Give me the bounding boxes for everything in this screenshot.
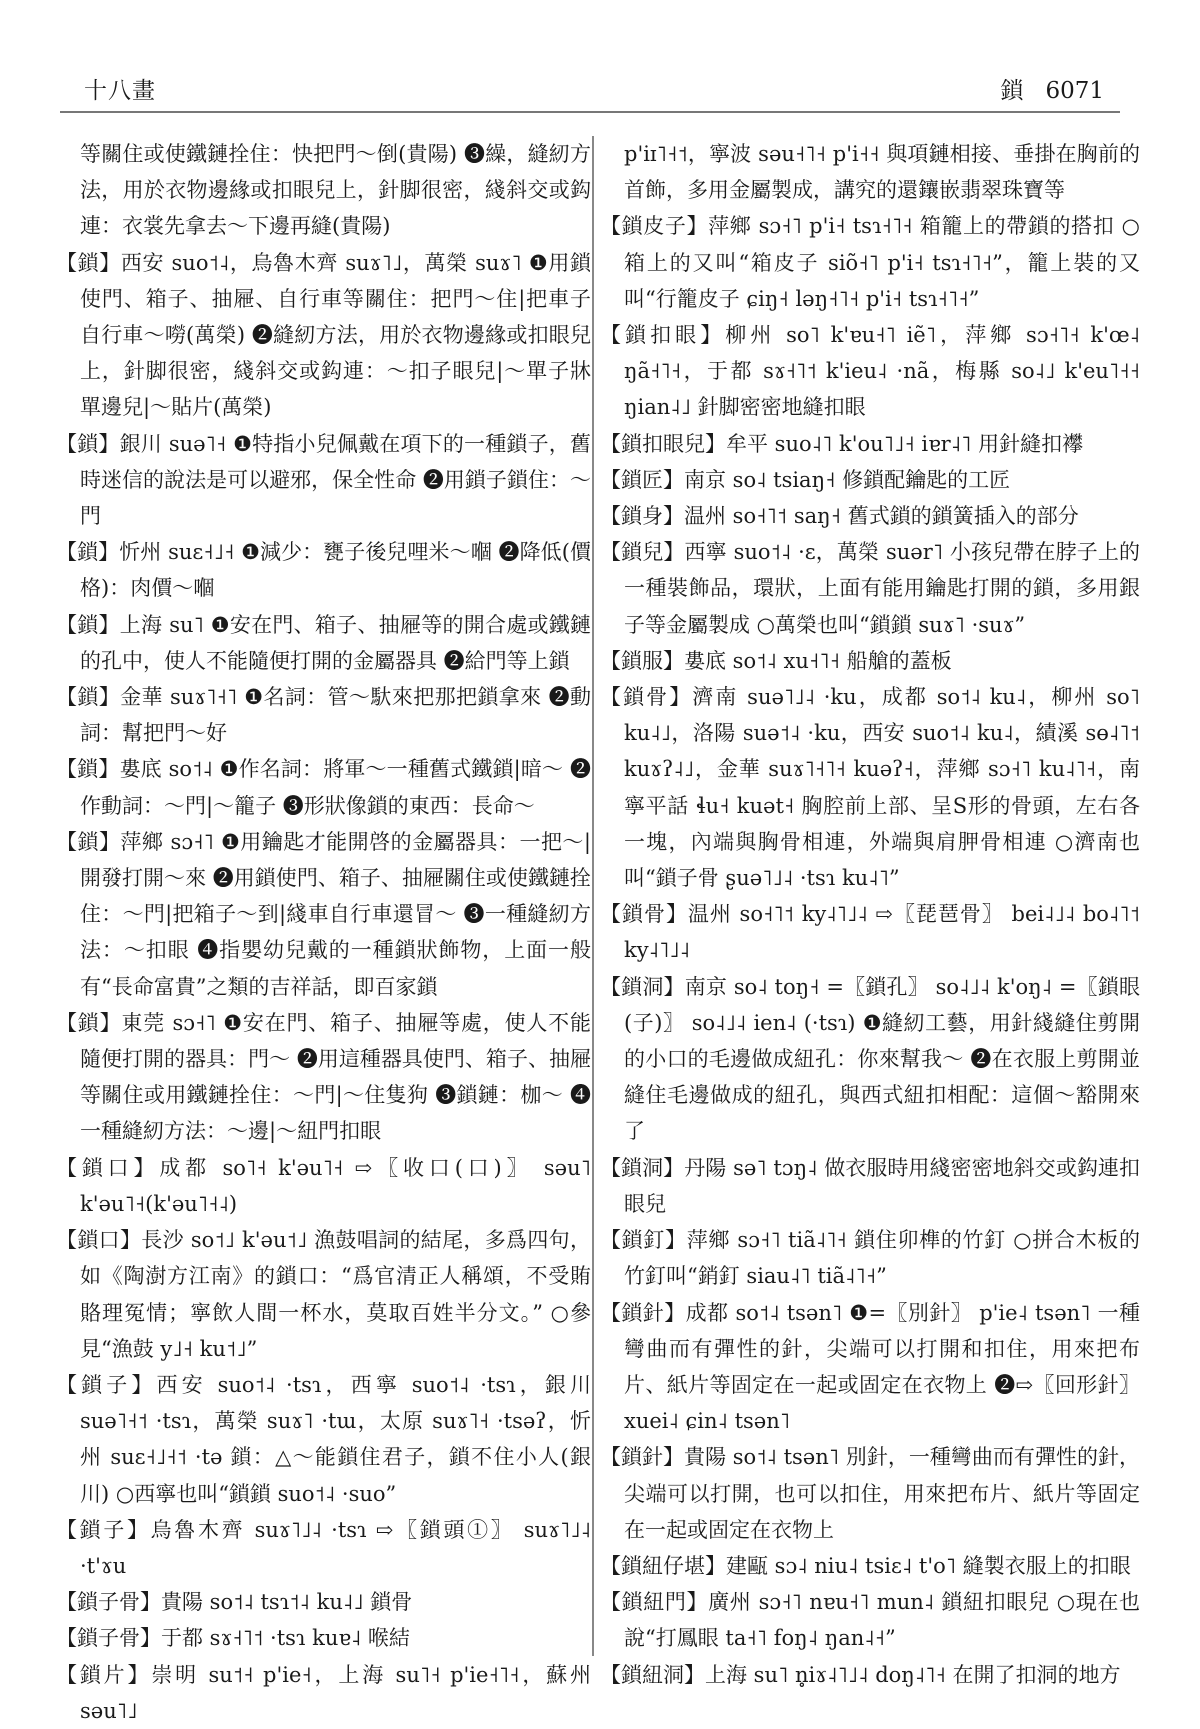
dictionary-entry: 【鎖兒】西寧 suo˦˨ ·ɛ，萬榮 suər˥ 小孩兒帶在脖子上的一種裝飾品，環狀，上面有能用鑰匙打開的鎖，多用銀子等金屬製成 ○萬榮也叫“鎖鎖 suɤ˥ ·suɤ” — [600, 540, 1140, 637]
dictionary-entry: 【鎖口】成都 so˥˧ k'əu˥˧ ⇨〖收口(口)〗 səu˥ k'əu˥˧(k'əu˥˧˨) — [56, 1155, 591, 1216]
dictionary-entry: 【鎖】西安 suo˦˨，烏魯木齊 suɤ˥˩，萬榮 suɤ˥ ❶用鎖使門、箱子、抽屜、自行車等關住：把門～住|把車子自行車～嘮(萬榮) ❷縫紉方法，用於衣物邊緣或扣眼兒上，針脚很密，綫斜交或鈎連：～扣子眼兒|～單子牀單邊兒|～貼片(萬榮) — [56, 250, 591, 420]
dictionary-entry: 【鎖】東莞 sɔ˧˥ ❶安在門、箱子、抽屜等處，使人不能隨便打開的器具：門～ ❷用這種器具使門、箱子、抽屜等關住或用鐵鏈拴住：～門|～住隻狗 ❸鎖鏈：枷～ ❹一種縫紉方法：～邊|～紐門扣眼 — [56, 1010, 591, 1144]
dictionary-entry: 【鎖釘】萍鄉 sɔ˧˥ tiã˨˥˧ 鎖住卯榫的竹釘 ○拼合木板的竹釘叫“銷釘 siau˨˥ tiã˨˥˧” — [600, 1228, 1140, 1289]
dictionary-entry: 【鎖】金華 suɤ˥˧˥ ❶名詞：管～馱來把那把鎖拿來 ❷動詞：幫把門～好 — [56, 685, 591, 746]
dictionary-entry: 【鎖】忻州 suɛ˧˩˧ ❶減少：甕子後兒哩米～嗰 ❷降低(價格)：肉價～嗰 — [56, 540, 591, 601]
dictionary-entry: 【鎖針】貴陽 so˦˨ tsən˥ 別針，一種彎曲而有彈性的針，尖端可以打開，也可以扣住，用來把布片、紙片等固定在一起或固定在衣物上 — [600, 1445, 1140, 1542]
dictionary-entry: 【鎖子】烏魯木齊 suɤ˥˩˨ ·tsɿ ⇨〖鎖頭①〗 suɤ˥˩˨ ·t'ɤu — [56, 1517, 591, 1578]
page-number: 6071 — [1045, 78, 1104, 104]
dictionary-entry: 【鎖紐門】廣州 sɔ˧˥ nɐu˧˥ mun˨ 鎖紐扣眼兒 ○現在也說“打鳳眼 ta˧˥ foŋ˨ ŋan˨˧” — [600, 1590, 1140, 1651]
dictionary-entry: 【鎖紐洞】上海 su˥ n̥iɤ˨˥˩˨ doŋ˨˥˧ 在開了扣洞的地方 — [600, 1662, 1121, 1687]
head-character: 鎖 — [1000, 78, 1024, 104]
dictionary-entry: p'iɪ˥˧˦，寧波 səu˧˥˧ p'i˧˧ 與項鏈相接、垂掛在胸前的首飾，多用金屬製成，講究的還鑲嵌翡翠珠寶等 — [624, 142, 1140, 203]
dictionary-entry: 【鎖服】婁底 so˦˨ xu˧˥˧ 船艙的蓋板 — [600, 648, 952, 673]
right-column — [600, 136, 1140, 1693]
dictionary-entry: 【鎖洞】丹陽 sə˥ tɔŋ˨ 做衣服時用綫密密地斜交或鈎連扣眼兒 — [600, 1155, 1140, 1216]
dictionary-entry: 【鎖】萍鄉 sɔ˧˥ ❶用鑰匙才能開啓的金屬器具：一把～|開發打開～來 ❷用鎖使門、箱子、抽屜關住或使鐵鏈拴住：～門|把箱子～到|綫車自行車還冒～ ❸一種縫紉方法：～扣眼 ❹指嬰幼兒戴的一種鎖狀飾物，上面一般有“長命富貴”之類的吉祥話，即百家鎖 — [56, 829, 591, 999]
dictionary-entry: 【鎖】上海 su˥ ❶安在門、箱子、抽屜等的開合處或鐵鏈的孔中，使人不能隨便打開的金屬器具 ❷給門等上鎖 — [56, 612, 591, 673]
dictionary-entry: 【鎖子骨】貴陽 so˦˨ tsɿ˦˨ ku˨˩ 鎖骨 — [56, 1590, 413, 1615]
page-header — [60, 72, 1120, 106]
dictionary-entry: 【鎖洞】南京 so˨ toŋ˧ =〖鎖孔〗 so˨˩˨ k'oŋ˨ =〖鎖眼(子)〗 so˨˩˨ ien˨ (·tsɿ) ❶縫紉工藝，用針綫縫住剪開的小口的毛邊做成紐孔：你來幫我～ ❷在衣服上剪開並縫住毛邊做成的紐孔，與西式紐扣相配：這個～豁開來了 — [600, 974, 1140, 1144]
dictionary-entry: 【鎖扣眼】柳州 so˥ k'ɐu˧˥ iẽ˥，萍鄉 sɔ˧˥˧ k'œ˨ ŋã˧˥˧，于都 sɤ˧˥˦ k'ieu˨ ·nã，梅縣 so˨˩ k'eu˥˧˧ ŋian˨˩ 針脚密密地縫扣眼 — [600, 323, 1140, 420]
column-divider — [592, 136, 594, 1656]
dictionary-entry: 【鎖紐仔堪】建甌 sɔ˨ niu˨ tsiɛ˨ t'o˥ 縫製衣服上的扣眼 — [600, 1553, 1131, 1578]
dictionary-entry: 【鎖】婁底 so˦˨ ❶作名詞：將軍～一種舊式鐵鎖|暗～ ❷作動詞：～門|～籠子 ❸形狀像鎖的東西：長命～ — [56, 757, 591, 818]
dictionary-entry: 【鎖骨】濟南 suə˥˩˨ ·ku，成都 so˦˨ ku˨，柳州 so˥ ku˨˩，洛陽 suə˦˨ ·ku，西安 suo˦˨ ku˨，績溪 sɵ˨˥˦ kuɤʔ˨˩，金華 suɤ˥˧˥˧ kuəʔ˧，萍鄉 sɔ˧˥ ku˨˥˧，南寧平話 ɬu˧ kuət˧ 胸腔前上部、呈S形的骨頭，左右各一塊，內端與胸骨相連，外端與肩胛骨相連 ○濟南也叫“鎖子骨 ʂuə˥˩˨ ·tsɿ ku˨˥” — [600, 685, 1140, 891]
dictionary-entry: 【鎖口】長沙 so˦˩ k'əu˦˩ 漁鼓唱詞的結尾，多爲四句，如《陶澍方江南》的鎖口：“爲官清正人稱頌，不受賄賂理冤情；寧飲人間一杯水，莫取百姓半分文。” ○參見“漁鼓 y˩˧ ku˦˩” — [56, 1228, 591, 1361]
running-head — [1000, 72, 1104, 105]
dictionary-entry: 等關住或使鐵鏈拴住：快把門～倒(貴陽) ❸繰，縫紉方法，用於衣物邊緣或扣眼兒上，針脚很密，綫斜交或鈎連：衣裳先拿去～下邊再縫(貴陽) — [80, 142, 591, 239]
dictionary-entry: 【鎖扣眼兒】牟平 suo˨˥ k'ou˥˩˧ iɐr˨˥ 用針縫扣襻 — [600, 431, 1084, 456]
dictionary-entry: 【鎖針】成都 so˦˨ tsən˥ ❶=〖別針〗 p'ie˨ tsən˥ 一種彎曲而有彈性的針，尖端可以打開和扣住，用來把布片、紙片等固定在一起或固定在衣物上 ❷⇨〖回形針〗 xuei˨ ɕin˨ tsən˥ — [600, 1300, 1140, 1434]
header-rule — [60, 111, 1120, 113]
dictionary-entry: 【鎖子】西安 suo˦˨ ·tsɿ，西寧 suo˦˨ ·tsɿ，銀川 suə˥˧˦ ·tsɿ，萬榮 suɤ˥ ·tɯ，太原 suɤ˥˧ ·tsəʔ，忻州 suɛ˧˩˧˦ ·tə 鎖：△～能鎖住君子，鎖不住小人(銀川) ○西寧也叫“鎖鎖 suo˦˨ ·suo” — [56, 1372, 591, 1506]
dictionary-entry: 【鎖子骨】于都 sɤ˧˥˦ ·tsɿ kuɐ˨ 喉結 — [56, 1626, 410, 1651]
left-column — [56, 136, 591, 1729]
section-title: 十八畫 — [84, 78, 156, 104]
dictionary-entry: 【鎖片】崇明 su˦˧ p'ie˧，上海 su˥˧ p'ie˧˥˧，蘇州 səu˥˩ — [56, 1662, 591, 1723]
dictionary-entry: 【鎖匠】南京 so˨ tsiaŋ˧ 修鎖配鑰匙的工匠 — [600, 467, 1011, 492]
dictionary-entry: 【鎖身】温州 so˧˥˦ saŋ˧ 舊式鎖的鎖簧插入的部分 — [600, 504, 1079, 529]
dictionary-entry: 【鎖皮子】萍鄉 sɔ˧˥ p'i˧ tsɿ˧˥˧ 箱籠上的帶鎖的搭扣 ○箱上的又叫“箱皮子 siõ˧˥ p'i˧ tsɿ˧˥˧”，籠上裝的又叫“行籠皮子 ɕiŋ˧ ləŋ˧˥˧ p'i˧ tsɿ˧˥˧” — [600, 214, 1140, 311]
dictionary-entry: 【鎖骨】温州 so˧˥˦ ky˨˥˩˨ ⇨〖琵琶骨〗 bei˨˩˨ bo˨˥˦ ky˨˥˩˨ — [600, 902, 1140, 963]
dictionary-entry: 【鎖】銀川 suə˥˧ ❶特指小兒佩戴在項下的一種鎖子，舊時迷信的說法是可以避邪，保全性命 ❷用鎖子鎖住：～門 — [56, 431, 591, 529]
